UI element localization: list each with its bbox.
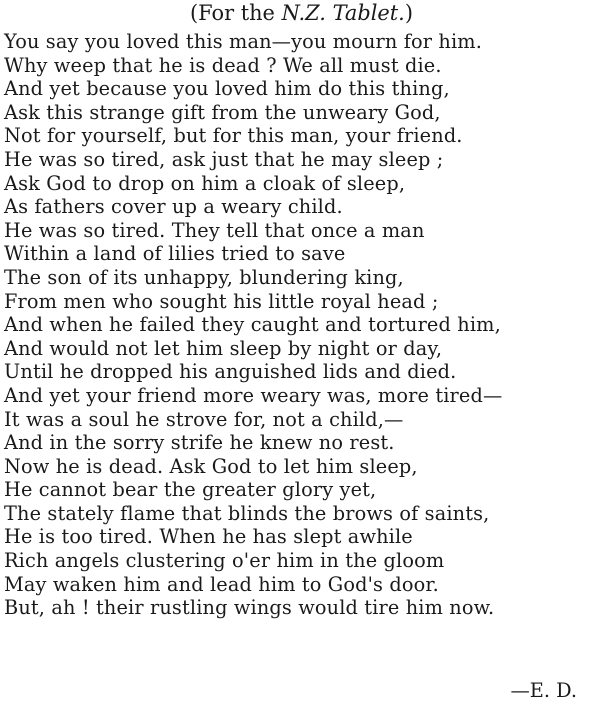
poem-line: Not for yourself, but for this man, your friend. — [4, 124, 463, 148]
poem-body — [4, 30, 599, 620]
author-signature: —E. D. — [510, 679, 577, 702]
poem-line: Now he is dead. Ask God to let him sleep, — [4, 454, 418, 478]
poem-line: It was a soul he strove for, not a child,— — [4, 407, 404, 431]
poem-line: And yet because you loved him do this thing, — [4, 77, 450, 101]
poem-line: From men who sought his little royal head ; — [4, 289, 439, 313]
poem-line: But, ah ! their rustling wings would tire him now. — [4, 596, 495, 620]
poem-line: Why weep that he is dead ? We all must die. — [4, 53, 442, 77]
poem-line: He was so tired, ask just that he may sleep ; — [4, 147, 444, 171]
poem-line: You say you loved this man—you mourn for him. — [4, 30, 483, 53]
poem-line: And would not let him sleep by night or day, — [4, 336, 443, 360]
poem-line: May waken him and lead him to God's door. — [4, 572, 439, 596]
poem-line: Until he dropped his anguished lids and died. — [4, 360, 457, 384]
poem-line: He cannot bear the greater glory yet, — [4, 478, 377, 502]
poem-line: Rich angels clustering o'er him in the gloom — [4, 549, 445, 573]
poem-line: And yet your friend more weary was, more tired— — [4, 383, 503, 407]
poem-line: As fathers cover up a weary child. — [4, 195, 343, 219]
poem-line: He is too tired. When he has slept awhile — [4, 525, 413, 549]
poem-line: Ask God to drop on him a cloak of sleep, — [4, 171, 406, 195]
publication-name: N.Z. Tablet. — [281, 1, 405, 25]
poem-line: The son of its unhappy, blundering king, — [4, 265, 404, 289]
poem-line: And when he failed they caught and tortured him, — [4, 313, 501, 337]
poem-line: Within a land of lilies tried to save — [4, 242, 346, 266]
poem-header — [2, 0, 602, 26]
poem-line: He was so tired. They tell that once a man — [4, 218, 425, 242]
poem-line: And in the sorry strife he knew no rest. — [4, 431, 395, 455]
poem-line: The stately flame that blinds the brows of saints, — [4, 501, 490, 525]
header-open: (For the — [189, 1, 282, 25]
poem-line: Ask this strange gift from the unweary God, — [4, 100, 441, 124]
header-close: ) — [404, 1, 414, 25]
